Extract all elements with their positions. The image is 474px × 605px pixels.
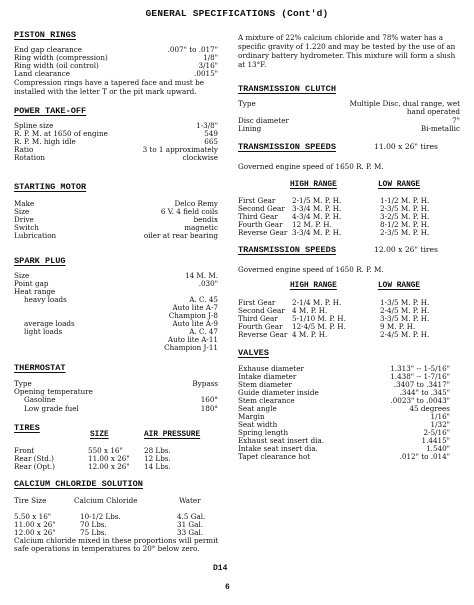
valves-heading: VALVES bbox=[238, 348, 269, 358]
transmission-speeds-heading: TRANSMISSION SPEEDS bbox=[238, 245, 336, 255]
calcium-note: Calcium chloride mixed in these proportions will permit safe operations in temperatures to 20° below zero. bbox=[14, 536, 219, 554]
high-range-header: HIGH RANGE bbox=[290, 282, 337, 290]
low-range-header: LOW RANGE bbox=[378, 181, 421, 189]
low-range-header: LOW RANGE bbox=[378, 282, 421, 290]
piston-rings-note: Compression rings have a tapered face and must be installed with the letter T or the pit mark upward. bbox=[14, 78, 204, 97]
power-take-off-heading: POWER TAKE-OFF bbox=[14, 106, 87, 116]
tires-pressure-header: AIR PRESSURE bbox=[144, 431, 201, 439]
transmission-speeds-heading: TRANSMISSION SPEEDS bbox=[238, 142, 336, 152]
tires-size-header: SIZE bbox=[90, 431, 109, 439]
spec-page: GENERAL SPECIFICATIONS (Cont'd) PISTON RINGS End gap clearance .007" to .017" Ring width (compression) 1/8" Ring width (oil control) 3/16" Land clearance .0015" Compression rings have a tapered face and must be installed with the letter T or the pit mark upward. POWER TAKE-OFF Spline size 1-3/8" R. P. M. at 1650 of engine 549 R. P. M. high idle 665 Ratio 3 to 1 approximately Rotation clockwise STARTING MOTOR Make Delco Remy Size 6 V. 4 field coils Drive bendix Switch magnetic Lubrication oiler at rear bearing SPARK PLUG Size 14 M. M. Point gap .030" Heat range heavy loads A. C. 45 Auto lite A-7 Champion J-8 average loads Auto lite A-9 light loads A. C. 47 Auto lite A-11 Champion J-11 THERMOSTAT Type Bypass Opening temperature Gasoline 160° Low grade fuel 180° TIRES SIZE AIR PRESSURE Front 550 x 16" 28 Lbs. Rear (Std.) 11.00 x 26" 12 Lbs. Rear (Opt.) 12.00 x 26" 14 Lbs. CALCIUM CHLORIDE SOLUTION Tire Size Calcium Chloride Water 5.50 x 16" 10-1/2 Lbs. 4.5 Gal. 11.00 x 26" 70 Lbs. 31 Gal. 12.00 x 26" 75 Lbs. 33 Gal. Calcium chloride mixed in these proportions will permit safe operations in temperatures to 20° below zero. A mixture of 22% calcium chloride and 78% water has a specific gravity of 1.220 and may be tested by the use of an ordinary battery hydrometer. This mixture will form a slush at 13°F. TRANSMISSION CLUTCH Type Multiple Disc, dual range, wet hand operated Disc diameter 7" Lining Bi-metallic TRANSMISSION SPEEDS 11.00 x 26" tires Governed engine speed of 1650 R. P. M. HIGH RANGE LOW RANGE First Gear 2-1/5 M. P. H. 1-1/2 M. P. H. Second Gear 3-3/4 M. P. H. 2-3/5 M. P. H. Third Gear 4-3/4 M. P. H. 3-2/5 M. P. H. Fourth Gear 12 M. P. H. 8-1/2 M. P. H. Reverse Gear 3-3/4 M. P. H. 2-3/5 M. P. H. TRANSMISSION SPEEDS 12.00 x 26" tires Governed engine speed of 1650 R. P. M. HIGH RANGE LOW RANGE First Gear 2-1/4 M. P. H. 1-3/5 M. P. H. Second Gear 4 M. P. H. 2-4/5 M. P. H. Third Gear 5-1/10 M. P. H. 3-3/5 M. P. H. Fourth Gear 12-4/5 M. P. H. 9 M. P. H. Reverse Gear 4 M. P. H. 2-4/5 M. P. H. VALVES Exhause diameter 1.313" -- 1-5/16" Intake diameter 1.438" -- 1-7/16" Stem diameter .3407 to .3417" Guide diameter inside .344" to .345" Stem clearance .0023" to .0043" Seat angle 45 degrees Margin 1/16" Seat width 1/32" Spring length 2-5/16" Exhaust seat insert dia. 1.4415" Intake seat insert dia. 1.540" Tapet clearance hot .012" to .014" D14 6 bbox=[0, 0, 474, 605]
footer-code: D14 bbox=[213, 564, 228, 573]
transmission-clutch-heading: TRANSMISSION CLUTCH bbox=[238, 84, 336, 94]
tires-heading: TIRES bbox=[14, 423, 40, 433]
governed-speed: Governed engine speed of 1650 R. P. M. bbox=[238, 162, 384, 171]
starting-motor-heading: STARTING MOTOR bbox=[14, 182, 87, 192]
governed-speed: Governed engine speed of 1650 R. P. M. bbox=[238, 265, 384, 274]
tire-size-label: 11.00 x 26" tires bbox=[374, 142, 438, 151]
page-number: 6 bbox=[225, 583, 230, 592]
high-range-header: HIGH RANGE bbox=[290, 181, 337, 189]
page-title: GENERAL SPECIFICATIONS (Cont'd) bbox=[145, 8, 329, 19]
mixture-note: A mixture of 22% calcium chloride and 78% water has a specific gravity of 1.220 and may be tested by the use of an ordinary battery hydrometer. This mixture will form a slush at 13°F. bbox=[238, 33, 456, 70]
tire-size-label: 12.00 x 26" tires bbox=[374, 245, 438, 254]
piston-rings-heading: PISTON RINGS bbox=[14, 30, 76, 40]
thermostat-heading: THERMOSTAT bbox=[14, 363, 66, 373]
calcium-chloride-heading: CALCIUM CHLORIDE SOLUTION bbox=[14, 479, 143, 489]
spark-plug-heading: SPARK PLUG bbox=[14, 256, 66, 266]
